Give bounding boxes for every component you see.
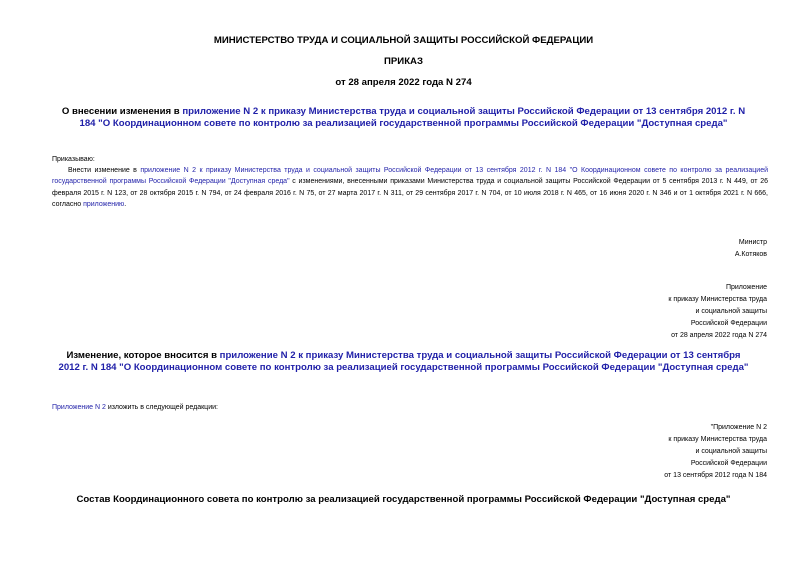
paragraph-link-appendix[interactable]: приложение N 2 к приказу Министерства труда и социальной защиты Российской Федерации от 13 сентября 2012 г. N 184 "О Координационном совете по контролю за реализацией государственной программы Российской Федерации "Доступная среда" bbox=[52, 167, 768, 186]
appendix-ref-line-5: от 28 апреля 2022 года N 274 bbox=[671, 332, 767, 339]
appendix2-ref-line-5: от 13 сентября 2012 года N 184 bbox=[664, 472, 767, 479]
title-link[interactable]: приложение N 2 к приказу Министерства труда и социальной защиты Российской Федерации от 13 сентября 2012 г. N 184 "О Координационном совете по контролю за реализацией государственной программы Российской Федерации "Доступная среда" bbox=[79, 106, 746, 129]
appendix2-ref-line-2: к приказу Министерства труда bbox=[668, 436, 767, 443]
appendix2-ref-line-3: и социальной защиты bbox=[695, 448, 767, 455]
signature-position: Министр bbox=[738, 239, 767, 246]
edit-instruction-text: изложить в следующей редакции: bbox=[105, 404, 218, 411]
paragraph-text-3: . bbox=[124, 201, 127, 209]
appendix2-reference bbox=[664, 422, 767, 482]
composition-title: Состав Координационного совета по контролю за реализацией государственной программы Российской Федерации "Доступная среда" bbox=[76, 494, 731, 505]
change-title-prefix: Изменение, которое вносится в bbox=[66, 350, 220, 361]
signature-block bbox=[735, 237, 767, 261]
title-prefix: О внесении изменения в bbox=[61, 106, 183, 117]
appendix2-ref-line-1: "Приложение N 2 bbox=[710, 424, 767, 431]
paragraph-link-prilozheniyu[interactable]: приложению bbox=[83, 201, 125, 209]
document-type: ПРИКАЗ bbox=[384, 56, 423, 67]
document-title bbox=[60, 106, 747, 130]
edit-instruction bbox=[52, 402, 218, 413]
appendix-ref-line-3: и социальной защиты bbox=[695, 308, 767, 315]
signature-name: А.Котяков bbox=[734, 251, 767, 258]
paragraph-text-2: с изменениями, внесенными приказами Министерства труда и социальной защиты Российской Федерации от 5 сентября 2013 г. N 449, от 26 февраля 2015 г. N 123, от 28 октября 2015 г. N 794, от 24 февраля 2016 г. N 75, от 27 марта 2017 г. N 311, от 29 сентября 2017 г. N 704, от 10 июля 2018 г. N 465, от 16 июня 2020 г. N 346 и от 1 октября 2021 г. N 666, согласно bbox=[52, 178, 768, 209]
ministry-header: МИНИСТЕРСТВО ТРУДА И СОЦИАЛЬНОЙ ЗАЩИТЫ РОССИЙСКОЙ ФЕДЕРАЦИИ bbox=[213, 35, 594, 46]
appendix-ref-line-4: Российской Федерации bbox=[690, 320, 767, 327]
appendix2-ref-line-4: Российской Федерации bbox=[690, 460, 767, 467]
change-title bbox=[55, 350, 752, 374]
document-date: от 28 апреля 2022 года N 274 bbox=[335, 77, 472, 88]
appendix-reference bbox=[668, 282, 767, 342]
change-title-link[interactable]: приложение N 2 к приказу Министерства труда и социальной защиты Российской Федерации от 13 сентября 2012 г. N 184 "О Координационном совете по контролю за реализацией государственной программы Российской Федерации "Доступная среда" bbox=[58, 350, 749, 373]
main-paragraph bbox=[52, 165, 768, 211]
appendix-ref-line-1: Приложение bbox=[725, 284, 767, 291]
appendix-ref-line-2: к приказу Министерства труда bbox=[668, 296, 767, 303]
prikazyvayu-label: Приказываю: bbox=[52, 156, 95, 163]
paragraph-text-1: Внести изменение в bbox=[68, 167, 141, 174]
edit-instruction-link[interactable]: Приложение N 2 bbox=[52, 404, 106, 411]
